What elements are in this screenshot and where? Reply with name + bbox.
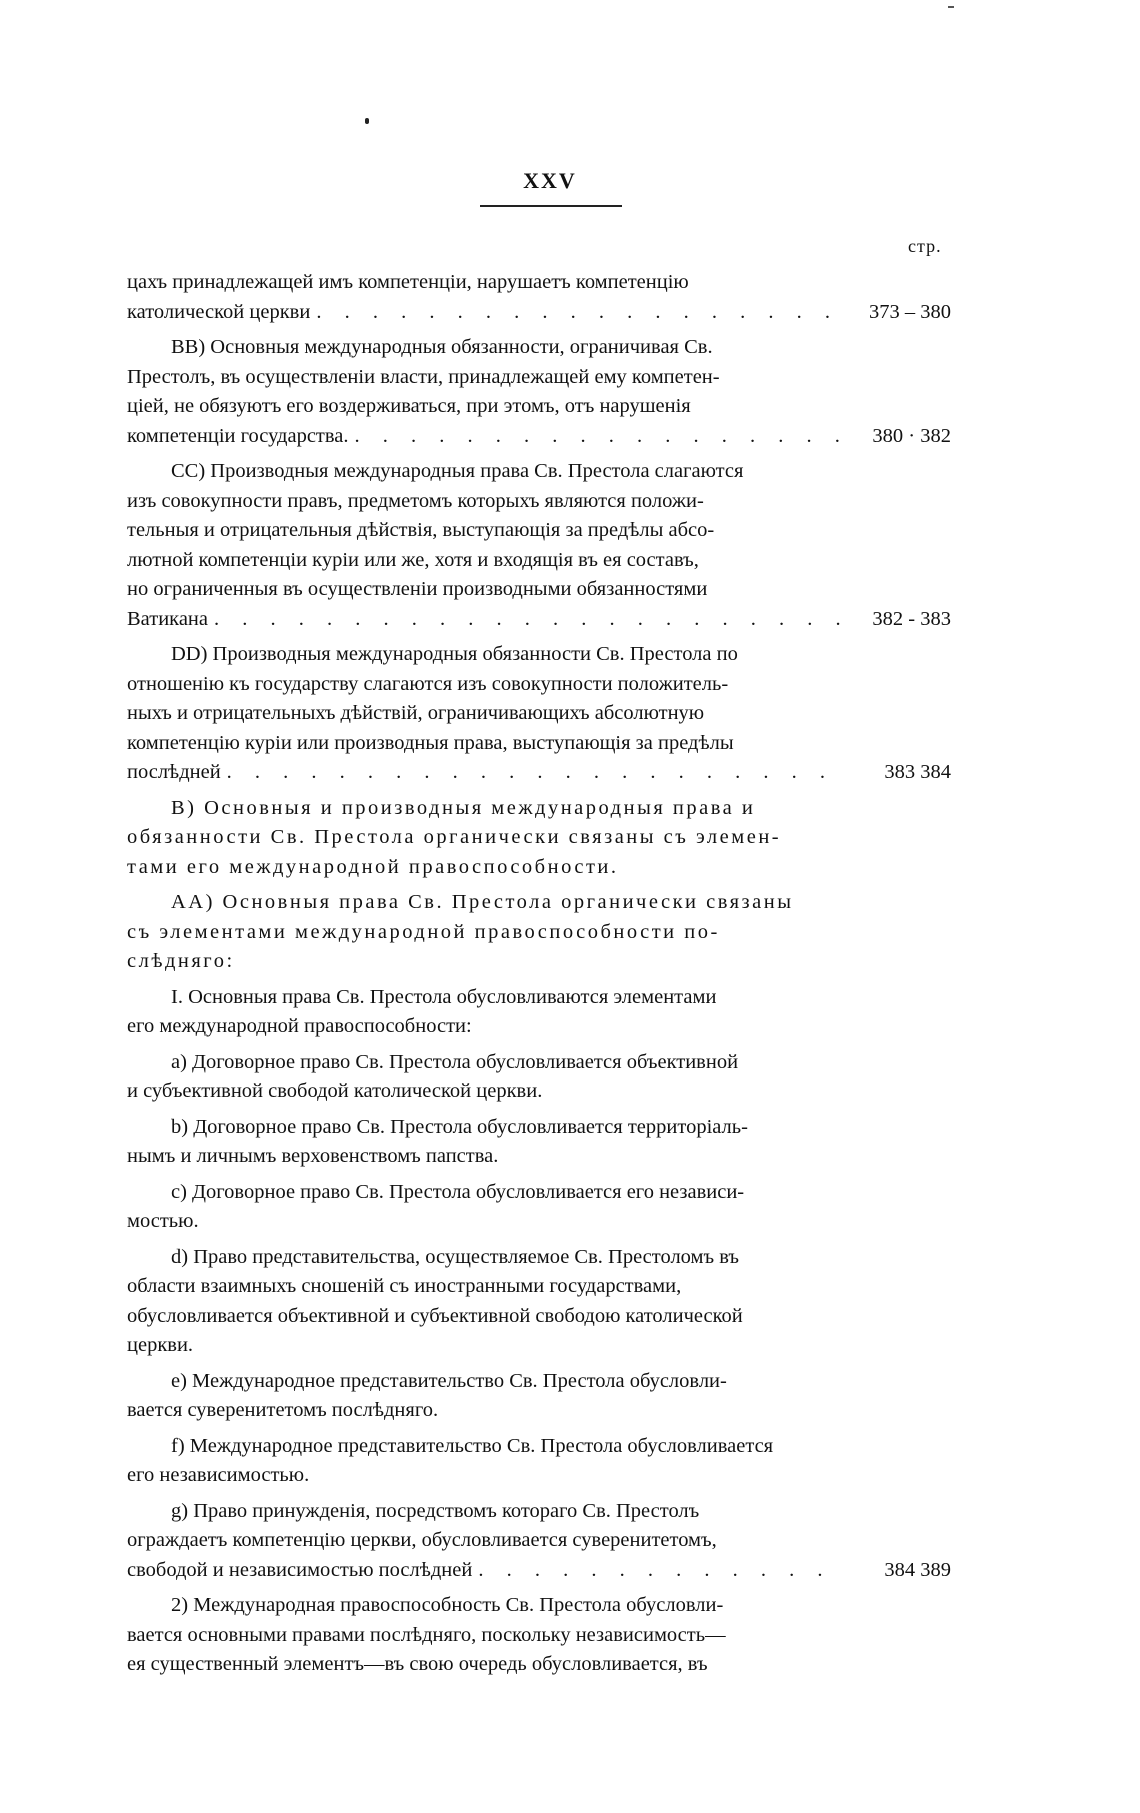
entry-line: g) Право принужденія, посредствомъ котораго Св. Престолъ (171, 1499, 700, 1522)
toc-entry (127, 1113, 951, 1172)
entry-last-line (127, 605, 951, 635)
toc-content (127, 268, 951, 1686)
entry-line: f) Международное представительство Св. Престола обусловливается (171, 1434, 774, 1457)
entry-line: d) Право представительства, осуществляемое Св. Престоломъ въ (171, 1245, 740, 1268)
entry-line: вается основными правами послѣдняго, поскольку независимость— (127, 1623, 726, 1646)
entry-line: обусловливается объективной и субъективной свободою католической (127, 1304, 743, 1327)
toc-entry (127, 268, 951, 327)
toc-entry (127, 1367, 951, 1426)
entry-line: мостью. (127, 1210, 199, 1232)
section-heading (127, 794, 951, 883)
scan-speck (365, 118, 369, 124)
entry-line: церкви. (127, 1334, 194, 1356)
section-heading (127, 888, 951, 977)
entry-line: обязанности Св. Престола органически связаны съ элемен- (127, 826, 782, 848)
entry-line: тельныя и отрицательныя дѣйствія, выступающія за предѣлы абсо- (127, 519, 715, 541)
entry-line: DD) Производныя международныя обязанности Св. Престола по (171, 643, 738, 665)
entry-line: послѣдней (127, 761, 221, 783)
page-range: 380 · 382 (872, 424, 951, 447)
dot-leaders (214, 605, 845, 635)
entry-line: СС) Производныя международныя права Св. Престола слагаются (171, 460, 744, 482)
entry-line: В) Основныя и производныя международныя права и (171, 796, 756, 819)
entry-line: ціей, не обязуютъ его воздерживаться, при этомъ, отъ нарушенія (127, 395, 691, 417)
entry-line: его международной правоспособности: (127, 1015, 472, 1037)
page-number: XXV (523, 168, 577, 193)
entry-line: e) Международное представительство Св. Престола обусловли- (171, 1369, 727, 1392)
entry-line: отношенію къ государству слагаются изъ совокупности положитель- (127, 672, 729, 695)
entry-last-line (127, 422, 951, 452)
entry-line: но ограниченныя въ осуществленіи производными обязанностями (127, 578, 708, 600)
page-range: 382 - 383 (872, 607, 951, 630)
page-range: 373 – 380 (869, 300, 951, 323)
entry-line: нымъ и личнымъ верховенствомъ папства. (127, 1145, 499, 1167)
entry-line: свободой и независимостью послѣдней (127, 1558, 473, 1581)
entry-last-line (127, 758, 951, 788)
toc-entry (127, 1432, 951, 1491)
toc-entry (127, 1243, 951, 1361)
entry-line: компетенціи государства. (127, 424, 349, 447)
page-column-label: стр. (908, 236, 942, 256)
toc-entry (127, 1497, 951, 1586)
dot-leaders (478, 1556, 845, 1586)
entry-line: ВВ) Основныя международныя обязанности, ограничивая Св. (171, 336, 713, 358)
entry-line: вается суверенитетомъ послѣдняго. (127, 1399, 439, 1421)
page-range: 383 384 (884, 761, 951, 783)
entry-line: I. Основныя права Св. Престола обусловливаются элементами (171, 985, 717, 1008)
entry-line: ныхъ и отрицательныхъ дѣйствій, ограничивающихъ абсолютную (127, 702, 705, 724)
entry-line: его независимостью. (127, 1464, 310, 1486)
dot-leaders (355, 422, 845, 452)
header-rule (480, 205, 622, 207)
entry-line: и субъективной свободой католической церкви. (127, 1080, 543, 1102)
toc-entry (127, 1178, 951, 1237)
dot-leaders (227, 758, 845, 788)
entry-line: АА) Основныя права Св. Престола органически связаны (171, 891, 794, 913)
dot-leaders (316, 298, 845, 328)
entry-line: съ элементами международной правоспособности по- (127, 920, 720, 943)
entry-line: Престолъ, въ осуществленіи власти, принадлежащей ему компетен- (127, 365, 720, 388)
entry-last-line (127, 298, 951, 328)
entry-line: тами его международной правоспособности. (127, 855, 619, 878)
page-range: 384 389 (884, 1558, 951, 1581)
entry-line: 2) Международная правоспособность Св. Престола обусловли- (171, 1594, 724, 1616)
toc-entry (127, 1591, 951, 1680)
toc-entry (127, 333, 951, 451)
scan-mark (948, 6, 954, 8)
entry-line: лютной компетенціи куріи или же, хотя и входящія въ ея составъ, (127, 548, 699, 571)
entry-line: цахъ принадлежащей имъ компетенціи, нарушаетъ компетенцію (127, 271, 689, 293)
entry-line: c) Договорное право Св. Престола обусловливается его независи- (171, 1180, 745, 1203)
entry-line: компетенцію куріи или производныя права, выступающія за предѣлы (127, 731, 734, 754)
entry-last-line (127, 1556, 951, 1586)
toc-entry (127, 457, 951, 634)
entry-line: изъ совокупности правъ, предметомъ которыхъ являются положи- (127, 489, 704, 512)
toc-entry (127, 640, 951, 788)
entry-line: Ватикана (127, 607, 208, 630)
entry-line: b) Договорное право Св. Престола обусловливается территоріаль- (171, 1115, 748, 1138)
entry-line: a) Договорное право Св. Престола обусловливается объективной (171, 1050, 739, 1073)
toc-entry (127, 1048, 951, 1107)
entry-line: ея существенный элементъ—въ свою очередь обусловливается, въ (127, 1653, 708, 1675)
entry-line: слѣдняго: (127, 950, 235, 972)
entry-line: ограждаетъ компетенцію церкви, обусловливается суверенитетомъ, (127, 1529, 717, 1551)
entry-line: католической церкви (127, 300, 311, 323)
toc-entry (127, 983, 951, 1042)
entry-line: области взаимныхъ сношеній съ иностранными государствами, (127, 1275, 682, 1297)
